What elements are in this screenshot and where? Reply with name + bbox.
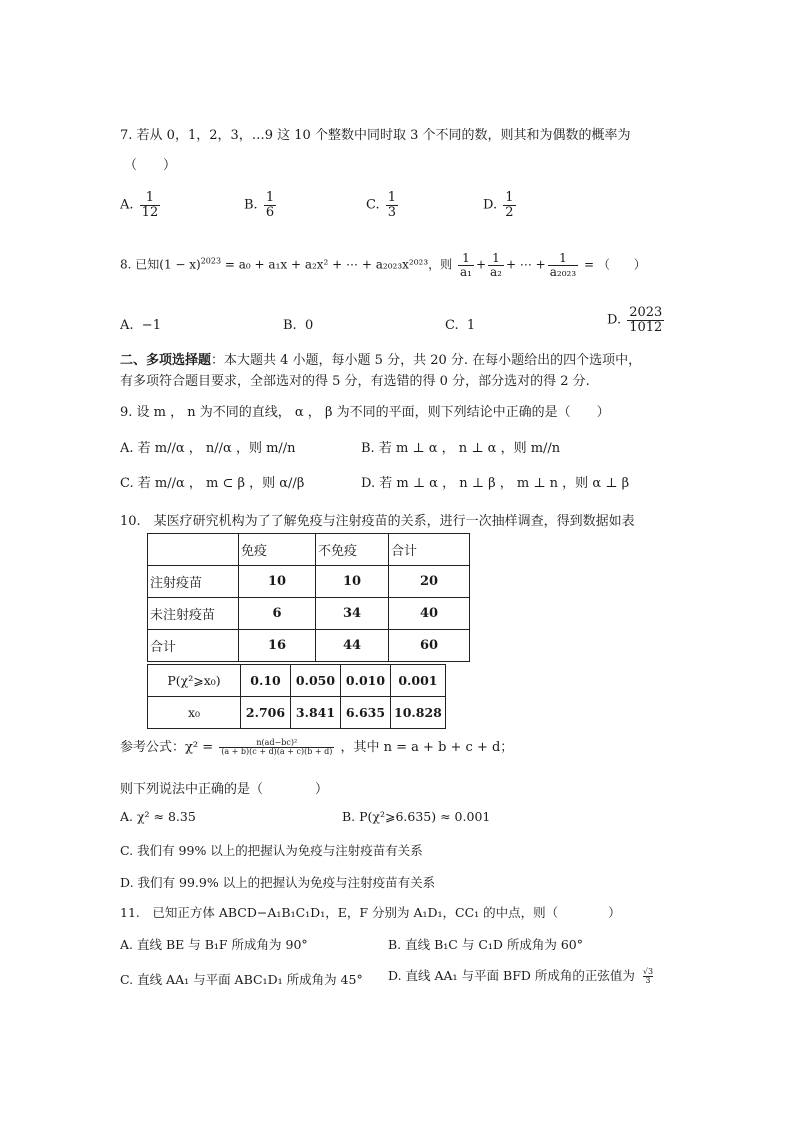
table-cell: 10 <box>239 566 316 598</box>
q10-formula: 参考公式：χ² = $\frac{\text{n(ad−bc)²}}{(a + b)(c + d)(a + c)(b + d)}$ ，其中 n = a + b + c + d； <box>120 737 514 756</box>
table-cell: 0.10 <box>241 665 291 697</box>
q11-option-a: A. 直线 BE 与 B₁F 所成角为 90° <box>120 937 308 952</box>
table-cell: 44 <box>316 630 389 662</box>
critical-value-table <box>147 664 446 729</box>
table-cell: 0.050 <box>291 665 341 697</box>
q10-option-a: A. χ² ≈ 8.35 <box>120 809 196 824</box>
q8-stem: 8. 已知$(1 - x)^{2023} = a_0 + a_1x + a_2x^2$ + ⋯ + a₂₀₂₃x²⁰²³，则 $\frac{1}{\text{a₁}}$ + $\frac{1}{\text{a₂}}$ + ⋯ + $\frac{1}{\text{a₂₀₂₃}}$ = （ ） <box>120 251 646 279</box>
table-cell: 0.010 <box>341 665 391 697</box>
table-row <box>148 534 470 566</box>
q8-option-c: C. 1 <box>445 318 476 333</box>
table-row <box>148 665 446 697</box>
table-cell: 合计 <box>389 534 470 566</box>
table-cell: x₀ <box>148 697 241 729</box>
section2-line1: 二、多项选择题：本大题共 4 小题，每小题 5 分，共 20 分. 在每小题给出的四个选项中， <box>120 353 642 368</box>
table-cell: 10.828 <box>391 697 446 729</box>
table-cell: 3.841 <box>291 697 341 729</box>
q9-option-d: D. 若 m ⊥ α ， n ⊥ β ， m ⊥ n ，则 α ⊥ β <box>361 476 630 491</box>
section2-line2: 有多项符合题目要求，全部选对的得 5 分，有选错的得 0 分，部分选对的得 2 分. <box>120 374 590 389</box>
q7-option-a: A. $\frac{1}{12}$ <box>120 190 159 220</box>
table-cell: 10 <box>316 566 389 598</box>
q8-option-a: A. −1 <box>120 318 161 333</box>
table-cell: 6.635 <box>341 697 391 729</box>
q10-option-b: B. P(χ²⩾6.635) ≈ 0.001 <box>342 809 491 824</box>
q11-option-b: B. 直线 B₁C 与 C₁D 所成角为 60° <box>388 937 584 952</box>
q10-ask: 则下列说法中正确的是（ ） <box>120 782 329 797</box>
table-cell: 34 <box>316 598 389 630</box>
table-cell: 60 <box>389 630 470 662</box>
q9-option-b: B. 若 m ⊥ α ， n ⊥ α ，则 m//n <box>361 441 561 456</box>
q9-option-a: A. 若 m//α ， n//α ，则 m//n <box>120 441 296 456</box>
table-cell: 合计 <box>148 630 239 662</box>
q7-stem: 7. 若从 0，1，2，3，…9 这 10 个整数中同时取 3 个不同的数，则其和为偶数的概率为 <box>120 128 631 143</box>
table-cell: 免疫 <box>239 534 316 566</box>
table-cell: 不免疫 <box>316 534 389 566</box>
table-cell: 40 <box>389 598 470 630</box>
table-cell: 注射疫苗 <box>148 566 239 598</box>
q10-option-c: C. 我们有 99% 以上的把握认为免疫与注射疫苗有关系 <box>120 843 423 858</box>
table-cell: 16 <box>239 630 316 662</box>
q7-paren: （ ） <box>124 158 177 173</box>
table-cell: 0.001 <box>391 665 446 697</box>
table-row <box>148 566 470 598</box>
table-row <box>148 697 446 729</box>
q7-option-b: B. $\frac{1}{6}$ <box>244 190 275 220</box>
section2-heading: 二、多项选择题 <box>120 353 212 368</box>
table-cell: P(χ²⩾x₀) <box>148 665 241 697</box>
q7-option-c: C. $\frac{1}{3}$ <box>366 190 397 220</box>
q9-stem: 9. 设 m ， n 为不同的直线， α ， β 为不同的平面，则下列结论中正确的是（ ） <box>120 405 610 420</box>
table-row <box>148 598 470 630</box>
q11-option-c: C. 直线 AA₁ 与平面 ABC₁D₁ 所成角为 45° <box>120 972 363 987</box>
table-cell: 未注射疫苗 <box>148 598 239 630</box>
table-cell <box>148 534 239 566</box>
q10-option-d: D. 我们有 99.9% 以上的把握认为免疫与注射疫苗有关系 <box>120 875 436 890</box>
table-cell: 20 <box>389 566 470 598</box>
q8-option-d: D. $\frac{2023}{1012}$ <box>607 305 663 335</box>
q7-option-d: D. $\frac{1}{2}$ <box>483 190 514 220</box>
q9-option-c: C. 若 m//α ， m ⊂ β ，则 α//β <box>120 476 305 491</box>
q10-stem: 10. 某医疗研究机构为了了解免疫与注射疫苗的关系，进行一次抽样调查，得到数据如表 <box>120 514 635 529</box>
table-cell: 2.706 <box>241 697 291 729</box>
q11-stem: 11. 已知正方体 ABCD−A₁B₁C₁D₁，E，F 分别为 A₁D₁，CC₁ 的中点，则（ ） <box>120 905 621 920</box>
table-cell: 6 <box>239 598 316 630</box>
table-row <box>148 630 470 662</box>
q8-option-b: B. 0 <box>283 318 314 333</box>
contingency-table <box>147 533 470 662</box>
q11-option-d: D. 直线 AA₁ 与平面 BFD 所成角的正弦值为 $\frac{√3}{3}$ <box>388 966 654 985</box>
